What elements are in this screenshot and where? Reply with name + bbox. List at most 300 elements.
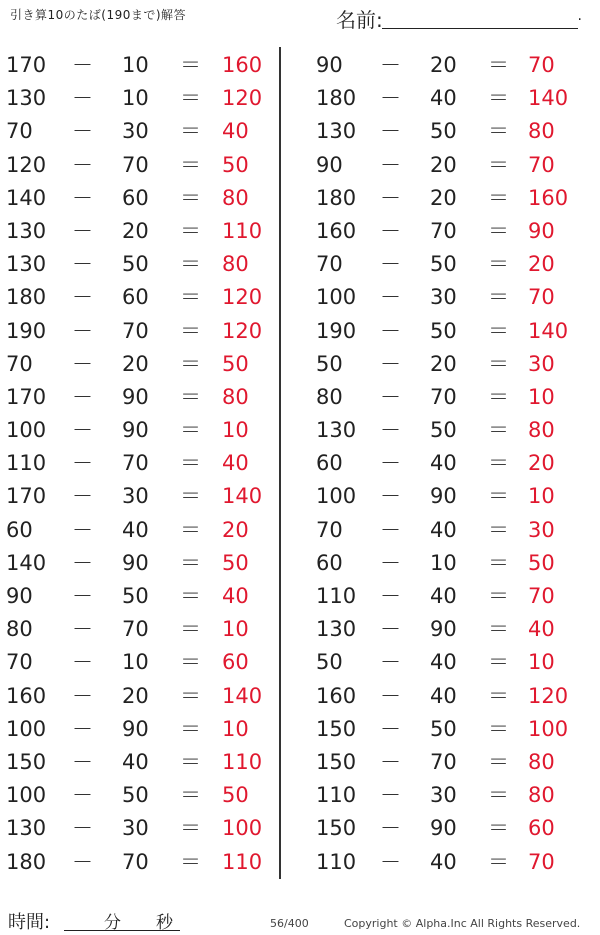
subtrahend: 20	[122, 218, 149, 243]
minuend: 160	[316, 218, 357, 243]
problem-row	[0, 149, 280, 182]
problem-row	[300, 447, 580, 480]
subtrahend: 70	[430, 749, 457, 774]
equals-sign: ＝	[180, 716, 201, 741]
equals-sign: ＝	[488, 418, 509, 443]
minus-sign: －	[380, 451, 401, 476]
answer: 50	[528, 550, 555, 575]
problem-row	[300, 115, 580, 148]
equals-sign: ＝	[180, 749, 201, 774]
minuend: 150	[316, 749, 357, 774]
subtrahend: 20	[430, 53, 457, 77]
minuend: 70	[6, 650, 33, 675]
answer: 120	[222, 318, 263, 343]
problem-row	[300, 182, 580, 215]
problem-row	[0, 580, 280, 613]
minus-sign: －	[72, 683, 93, 708]
minus-sign: －	[72, 252, 93, 277]
equals-sign: ＝	[488, 783, 509, 808]
minuend: 140	[6, 185, 47, 210]
minuend: 160	[6, 683, 47, 708]
minus-sign: －	[72, 749, 93, 774]
minus-sign: －	[72, 584, 93, 608]
minuend: 110	[6, 451, 47, 476]
problem-row	[300, 49, 580, 82]
subtrahend: 70	[122, 318, 149, 343]
minuend: 190	[316, 318, 357, 343]
subtrahend: 50	[430, 119, 457, 144]
equals-sign: ＝	[488, 53, 509, 77]
time-field	[8, 908, 178, 932]
problem-row	[300, 746, 580, 779]
subtrahend: 30	[122, 816, 149, 841]
minuend: 110	[316, 584, 357, 608]
answer: 10	[222, 418, 249, 443]
minus-sign: －	[72, 816, 93, 841]
minus-sign: －	[72, 384, 93, 409]
equals-sign: ＝	[488, 119, 509, 144]
problem-row	[300, 82, 580, 115]
answer: 140	[222, 484, 263, 509]
problem-row	[300, 580, 580, 613]
minuend: 100	[6, 783, 47, 808]
minus-sign: －	[380, 152, 401, 177]
minus-sign: －	[380, 285, 401, 310]
problem-row	[300, 646, 580, 679]
answer: 140	[222, 683, 263, 708]
minus-sign: －	[380, 716, 401, 741]
subtrahend: 30	[430, 285, 457, 310]
minuend: 120	[6, 152, 47, 177]
equals-sign: ＝	[180, 517, 201, 542]
equals-sign: ＝	[180, 550, 201, 575]
subtrahend: 90	[430, 617, 457, 642]
answer: 50	[222, 783, 249, 808]
answer: 20	[528, 252, 555, 277]
subtrahend: 70	[122, 152, 149, 177]
problem-row	[300, 149, 580, 182]
problem-row	[300, 514, 580, 547]
equals-sign: ＝	[488, 384, 509, 409]
answer: 70	[528, 53, 555, 77]
equals-sign: ＝	[180, 318, 201, 343]
answer: 70	[528, 584, 555, 608]
page-number: 56/400	[270, 917, 309, 930]
subtrahend: 20	[430, 351, 457, 376]
subtrahend: 10	[122, 650, 149, 675]
minus-sign: －	[380, 749, 401, 774]
equals-sign: ＝	[488, 451, 509, 476]
equals-sign: ＝	[488, 252, 509, 277]
minus-sign: －	[380, 783, 401, 808]
equals-sign: ＝	[180, 451, 201, 476]
problem-row	[0, 746, 280, 779]
subtrahend: 40	[122, 517, 149, 542]
answer: 80	[528, 119, 555, 144]
subtrahend: 60	[122, 185, 149, 210]
minuend: 80	[316, 384, 343, 409]
problem-row	[300, 281, 580, 314]
answer: 110	[222, 849, 263, 874]
problem-row	[0, 680, 280, 713]
equals-sign: ＝	[180, 185, 201, 210]
minuend: 110	[316, 783, 357, 808]
answer: 120	[222, 86, 263, 111]
problem-row	[0, 248, 280, 281]
minus-sign: －	[380, 550, 401, 575]
equals-sign: ＝	[488, 152, 509, 177]
right-problem-column	[300, 49, 580, 879]
answer: 120	[222, 285, 263, 310]
equals-sign: ＝	[488, 584, 509, 608]
problem-row	[0, 846, 280, 879]
problem-row	[300, 713, 580, 746]
minuend: 100	[316, 285, 357, 310]
answer: 80	[528, 418, 555, 443]
equals-sign: ＝	[180, 783, 201, 808]
equals-sign: ＝	[180, 683, 201, 708]
answer: 70	[528, 152, 555, 177]
left-problem-column	[0, 49, 280, 879]
answer: 110	[222, 749, 263, 774]
equals-sign: ＝	[180, 418, 201, 443]
equals-sign: ＝	[180, 218, 201, 243]
problem-row	[0, 82, 280, 115]
minuend: 110	[316, 849, 357, 874]
problem-row	[0, 381, 280, 414]
equals-sign: ＝	[180, 484, 201, 509]
equals-sign: ＝	[488, 816, 509, 841]
minus-sign: －	[380, 617, 401, 642]
problem-row	[300, 248, 580, 281]
equals-sign: ＝	[488, 517, 509, 542]
copyright-notice: Copyright © Alpha.Inc All Rights Reserved.	[344, 917, 581, 930]
answer: 40	[222, 584, 249, 608]
minus-sign: －	[72, 119, 93, 144]
subtrahend: 20	[122, 683, 149, 708]
minuend: 70	[316, 252, 343, 277]
problem-row	[0, 779, 280, 812]
minuend: 90	[316, 53, 343, 77]
answer: 70	[528, 285, 555, 310]
subtrahend: 90	[430, 484, 457, 509]
answer: 80	[222, 384, 249, 409]
equals-sign: ＝	[180, 351, 201, 376]
subtrahend: 30	[122, 119, 149, 144]
minus-sign: －	[72, 86, 93, 111]
equals-sign: ＝	[488, 650, 509, 675]
minus-sign: －	[72, 451, 93, 476]
equals-sign: ＝	[180, 86, 201, 111]
answer: 40	[528, 617, 555, 642]
answer: 160	[528, 185, 569, 210]
minuend: 60	[316, 550, 343, 575]
subtrahend: 10	[430, 550, 457, 575]
answer: 40	[222, 451, 249, 476]
minus-sign: －	[380, 816, 401, 841]
minuend: 130	[6, 218, 47, 243]
problem-row	[0, 281, 280, 314]
minuend: 160	[316, 683, 357, 708]
answer: 50	[222, 550, 249, 575]
answer: 90	[528, 218, 555, 243]
minus-sign: －	[380, 418, 401, 443]
answer: 80	[528, 783, 555, 808]
minuend: 170	[6, 484, 47, 509]
problem-row	[300, 846, 580, 879]
subtrahend: 10	[122, 86, 149, 111]
answer: 10	[222, 716, 249, 741]
answer: 140	[528, 86, 569, 111]
equals-sign: ＝	[180, 816, 201, 841]
minus-sign: －	[72, 716, 93, 741]
problem-row	[300, 547, 580, 580]
minus-sign: －	[72, 53, 93, 77]
minuend: 180	[316, 185, 357, 210]
problem-row	[0, 547, 280, 580]
minus-sign: －	[72, 185, 93, 210]
problem-row	[0, 315, 280, 348]
minus-sign: －	[72, 285, 93, 310]
column-divider	[279, 47, 281, 879]
subtrahend: 90	[122, 550, 149, 575]
equals-sign: ＝	[180, 119, 201, 144]
minus-sign: －	[380, 351, 401, 376]
minus-sign: －	[72, 617, 93, 642]
minutes-label: 分	[104, 913, 121, 933]
minuend: 170	[6, 53, 47, 77]
subtrahend: 70	[122, 617, 149, 642]
subtrahend: 40	[430, 517, 457, 542]
minuend: 150	[316, 816, 357, 841]
minus-sign: －	[72, 418, 93, 443]
answer: 10	[528, 484, 555, 509]
minus-sign: －	[72, 849, 93, 874]
minuend: 180	[6, 285, 47, 310]
minuend: 130	[316, 119, 357, 144]
minus-sign: －	[380, 517, 401, 542]
answer: 160	[222, 53, 263, 77]
minus-sign: －	[72, 650, 93, 675]
subtrahend: 70	[430, 218, 457, 243]
subtrahend: 40	[122, 749, 149, 774]
subtrahend: 30	[430, 783, 457, 808]
answer: 50	[222, 351, 249, 376]
problem-row	[300, 215, 580, 248]
subtrahend: 40	[430, 584, 457, 608]
problem-row	[0, 182, 280, 215]
name-dot: .	[577, 8, 582, 24]
problem-row	[300, 680, 580, 713]
answer: 10	[528, 650, 555, 675]
equals-sign: ＝	[488, 749, 509, 774]
problem-row	[300, 613, 580, 646]
minus-sign: －	[380, 185, 401, 210]
answer: 20	[528, 451, 555, 476]
problem-row	[300, 348, 580, 381]
minuend: 150	[6, 749, 47, 774]
subtrahend: 40	[430, 451, 457, 476]
problem-row	[0, 646, 280, 679]
equals-sign: ＝	[488, 285, 509, 310]
subtrahend: 90	[122, 384, 149, 409]
minus-sign: －	[380, 650, 401, 675]
subtrahend: 90	[430, 816, 457, 841]
equals-sign: ＝	[488, 86, 509, 111]
answer: 30	[528, 351, 555, 376]
minuend: 100	[316, 484, 357, 509]
equals-sign: ＝	[488, 617, 509, 642]
answer: 30	[528, 517, 555, 542]
minus-sign: －	[380, 484, 401, 509]
minuend: 60	[6, 517, 33, 542]
worksheet-title: 引き算10のたば(190まで)解答	[10, 8, 187, 22]
problem-row	[300, 414, 580, 447]
answer: 80	[222, 252, 249, 277]
subtrahend: 70	[430, 384, 457, 409]
answer: 80	[528, 749, 555, 774]
minuend: 130	[6, 816, 47, 841]
equals-sign: ＝	[180, 53, 201, 77]
equals-sign: ＝	[488, 218, 509, 243]
minuend: 140	[6, 550, 47, 575]
time-label: 時間:	[8, 912, 51, 933]
problem-row	[300, 315, 580, 348]
subtrahend: 50	[122, 584, 149, 608]
answer: 100	[222, 816, 263, 841]
equals-sign: ＝	[488, 351, 509, 376]
minus-sign: －	[380, 384, 401, 409]
equals-sign: ＝	[180, 617, 201, 642]
minus-sign: －	[72, 218, 93, 243]
equals-sign: ＝	[488, 550, 509, 575]
minus-sign: －	[72, 318, 93, 343]
problem-row	[0, 414, 280, 447]
subtrahend: 30	[122, 484, 149, 509]
subtrahend: 20	[122, 351, 149, 376]
problem-row	[0, 613, 280, 646]
problem-row	[0, 514, 280, 547]
answer: 110	[222, 218, 263, 243]
minus-sign: －	[72, 517, 93, 542]
subtrahend: 20	[430, 152, 457, 177]
problem-row	[0, 348, 280, 381]
minuend: 150	[316, 716, 357, 741]
minuend: 170	[6, 384, 47, 409]
minus-sign: －	[380, 584, 401, 608]
problem-row	[0, 713, 280, 746]
subtrahend: 40	[430, 683, 457, 708]
minuend: 50	[316, 351, 343, 376]
equals-sign: ＝	[180, 152, 201, 177]
name-label: 名前:	[336, 8, 383, 32]
answer: 20	[222, 517, 249, 542]
answer: 60	[222, 650, 249, 675]
subtrahend: 50	[430, 418, 457, 443]
subtrahend: 50	[122, 783, 149, 808]
answer: 10	[528, 384, 555, 409]
minuend: 80	[6, 617, 33, 642]
minuend: 70	[6, 119, 33, 144]
minuend: 70	[316, 517, 343, 542]
problem-row	[0, 480, 280, 513]
problem-row	[300, 812, 580, 845]
subtrahend: 70	[122, 849, 149, 874]
minuend: 100	[6, 418, 47, 443]
equals-sign: ＝	[180, 650, 201, 675]
subtrahend: 70	[122, 451, 149, 476]
answer: 50	[222, 152, 249, 177]
problem-row	[300, 381, 580, 414]
equals-sign: ＝	[488, 683, 509, 708]
subtrahend: 60	[122, 285, 149, 310]
name-field[interactable]	[336, 4, 582, 30]
subtrahend: 40	[430, 86, 457, 111]
problem-row	[0, 49, 280, 82]
equals-sign: ＝	[180, 384, 201, 409]
minuend: 130	[316, 418, 357, 443]
subtrahend: 50	[430, 716, 457, 741]
seconds-label: 秒	[156, 913, 173, 933]
minus-sign: －	[72, 484, 93, 509]
minuend: 90	[6, 584, 33, 608]
problem-row	[0, 812, 280, 845]
subtrahend: 40	[430, 650, 457, 675]
minus-sign: －	[380, 318, 401, 343]
minuend: 130	[6, 252, 47, 277]
subtrahend: 50	[122, 252, 149, 277]
minuend: 70	[6, 351, 33, 376]
minus-sign: －	[380, 53, 401, 77]
subtrahend: 20	[430, 185, 457, 210]
minus-sign: －	[380, 252, 401, 277]
answer: 40	[222, 119, 249, 144]
answer: 70	[528, 849, 555, 874]
equals-sign: ＝	[488, 185, 509, 210]
minus-sign: －	[380, 119, 401, 144]
minuend: 60	[316, 451, 343, 476]
problem-row	[0, 215, 280, 248]
answer: 60	[528, 816, 555, 841]
minuend: 130	[316, 617, 357, 642]
answer: 100	[528, 716, 569, 741]
answer: 80	[222, 185, 249, 210]
minuend: 50	[316, 650, 343, 675]
subtrahend: 90	[122, 716, 149, 741]
name-underline	[382, 28, 578, 29]
equals-sign: ＝	[488, 318, 509, 343]
minus-sign: －	[380, 86, 401, 111]
answer: 120	[528, 683, 569, 708]
problem-row	[0, 115, 280, 148]
equals-sign: ＝	[488, 484, 509, 509]
minus-sign: －	[380, 849, 401, 874]
minuend: 90	[316, 152, 343, 177]
minuend: 190	[6, 318, 47, 343]
subtrahend: 10	[122, 53, 149, 77]
equals-sign: ＝	[488, 849, 509, 874]
equals-sign: ＝	[180, 584, 201, 608]
minus-sign: －	[72, 351, 93, 376]
subtrahend: 50	[430, 318, 457, 343]
equals-sign: ＝	[180, 849, 201, 874]
minuend: 130	[6, 86, 47, 111]
subtrahend: 40	[430, 849, 457, 874]
equals-sign: ＝	[180, 252, 201, 277]
subtrahend: 50	[430, 252, 457, 277]
minuend: 100	[6, 716, 47, 741]
equals-sign: ＝	[488, 716, 509, 741]
